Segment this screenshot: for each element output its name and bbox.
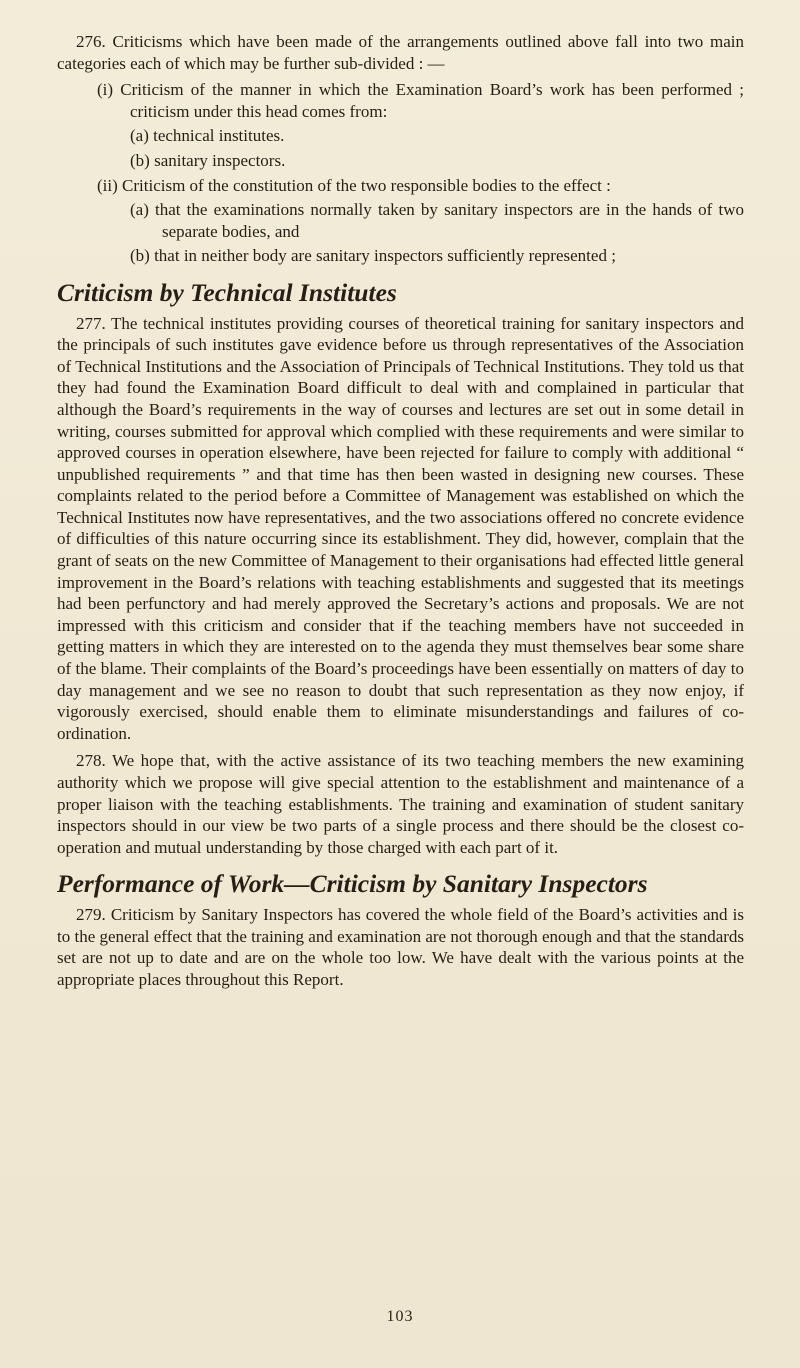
list-item-i-a: (a) technical institutes. [130,126,285,146]
heading-performance-of-work: Performance of Work—Criticism by Sanitary Inspectors [57,869,648,899]
list-item-i-b: (b) sanitary inspectors. [130,150,286,170]
list-item-i: (i) Criticism of the manner in which the Examination Board’s work has been performed ; criticism under this head comes from: [97,80,744,121]
list-item-ii-b: (b) that in neither body are sanitary inspectors sufficiently represented ; [130,246,616,266]
paragraph-279: 279. Criticism by Sanitary Inspectors has covered the whole field of the Board’s activities and is to the general effect that the training and examination are not thorough enough and that the standards set are not up to date and are on the whole too low. We have dealt with the various points at the appropriate places throughout this Report. [57,904,745,989]
paragraph-276: 276. Criticisms which have been made of the arrangements outlined above fall into two main categories each of which may be further sub-divided : — [57,32,744,73]
heading-criticism-by-technical-institutes: Criticism by Technical Institutes [57,277,397,307]
list-item-ii: (ii) Criticism of the constitution of the two responsible bodies to the effect : [97,175,611,195]
paragraph-278: 278. We hope that, with the active assistance of its two teaching members the new examining authority which we propose will give special attention to the establishment and maintenance of a proper liaison with the teaching establishments. The training and examination of student sanitary inspectors should in our view be two parts of a single process and there should be the closest co-operation and mutual understanding by those charged with each part of it. [57,751,744,857]
list-item-ii-a: (a) that the examinations normally taken by sanitary inspectors are in the hands of two separate bodies, and [130,200,744,241]
paragraph-277: 277. The technical institutes providing courses of theoretical training for sanitary inspectors and the principals of such institutes gave evidence before us through representatives of the Association of Technical Institutions and the Association of Principals of Technical Institutions. They told us that they had found the Examination Board difficult to deal with and complained in particular that although the Board’s requirements in the way of courses and lectures are set out in some detail in writing, courses submitted for approval which complied with these requirements and were similar to approved courses in operation elsewhere, have been rejected for failure to comply with additional “ unpublished requirements ” and that time has then been wasted in designing new courses. These complaints related to the period before a Committee of Management was established on which the Technical Institutes now have representatives, and the two associations offered no concrete evidence of difficulties of this nature occurring since its establishment. They did, however, complain that the grant of seats on the new Committee of Management to their organisations had effected little general improvement in the Board’s relations with teaching establishments and suggested that its meetings had been perfunctory and had merely approved the Secretary’s actions and proposals. We are not impressed with this criticism and consider that if the teaching members have not succeeded in getting matters in which they are interested on to the agenda they must themselves bear some share of the blame. Their complaints of the Board’s proceedings have been essentially on matters of day to day management and we see no reason to doubt that such representation as they now enjoy, if vigorously exercised, should enable them to eliminate misunderstandings and failures of co-ordination. [57,313,744,743]
page-number: 103 [386,1308,414,1326]
